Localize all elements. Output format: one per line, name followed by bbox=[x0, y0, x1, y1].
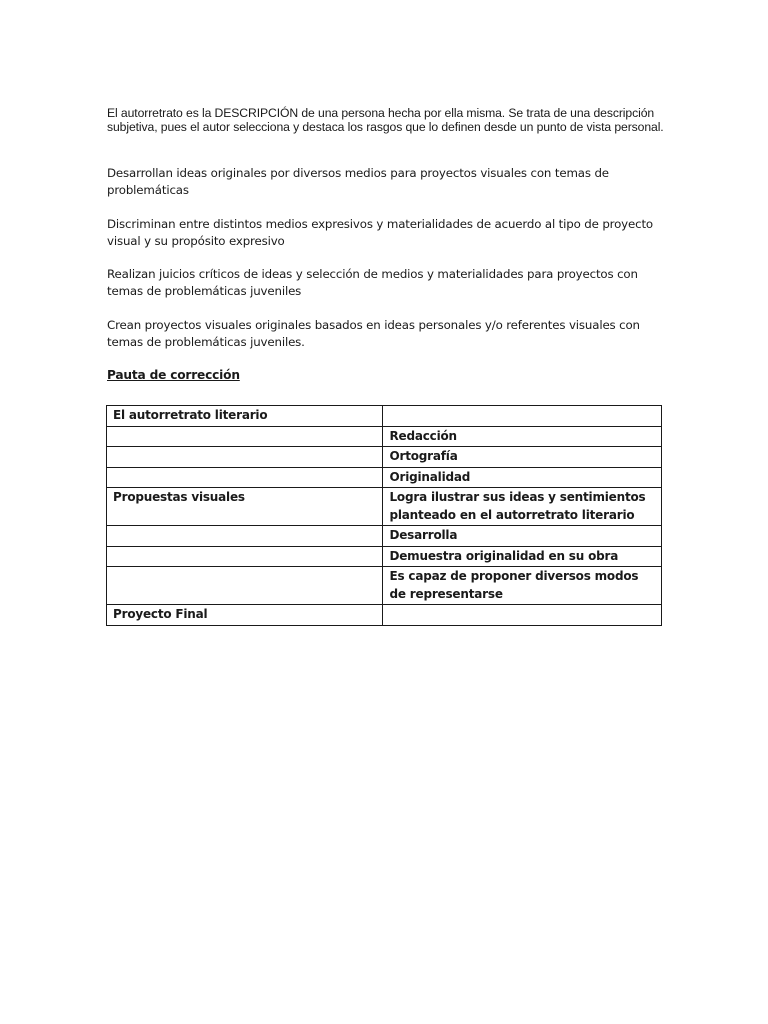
rubric-category-cell: Propuestas visuales bbox=[107, 488, 383, 526]
rubric-category-cell: El autorretrato literario bbox=[107, 406, 383, 427]
rubric-criterion-cell: Originalidad bbox=[383, 467, 662, 488]
table-row bbox=[107, 488, 662, 526]
objective-paragraph-4: Crean proyectos visuales originales basados en ideas personales y/o referentes visuales con temas de problemáticas juveniles. bbox=[107, 318, 640, 349]
rubric-category-cell: Proyecto Final bbox=[107, 605, 383, 626]
table-row bbox=[107, 526, 662, 547]
rubric-category-cell bbox=[107, 426, 383, 447]
objective-paragraph-1: Desarrollan ideas originales por diversos medios para proyectos visuales con temas de problemáticas bbox=[107, 166, 609, 197]
objective-paragraph-2: Discriminan entre distintos medios expresivos y materialidades de acuerdo al tipo de proyecto visual y su propósito expresivo bbox=[107, 217, 654, 248]
rubric-criterion-cell bbox=[383, 406, 662, 427]
table-row bbox=[107, 546, 662, 567]
table-row bbox=[107, 567, 662, 605]
table-row bbox=[107, 426, 662, 447]
objective-paragraph-3: Realizan juicios críticos de ideas y selección de medios y materialidades para proyectos con temas de problemáticas juveniles bbox=[107, 267, 638, 298]
rubric-category-cell bbox=[107, 526, 383, 547]
table-row bbox=[107, 605, 662, 626]
table-row bbox=[107, 406, 662, 427]
rubric-criterion-cell: Ortografía bbox=[383, 447, 662, 468]
rubric-category-cell bbox=[107, 567, 383, 605]
rubric-category-cell bbox=[107, 467, 383, 488]
rubric-criterion-cell: Demuestra originalidad en su obra bbox=[383, 546, 662, 567]
table-row bbox=[107, 467, 662, 488]
rubric-criterion-cell: Desarrolla bbox=[383, 526, 662, 547]
intro-paragraph: El autorretrato es la DESCRIPCIÓN de una persona hecha por ella misma. Se trata de una descripción subjetiva, pues el autor selecciona y destaca los rasgos que lo definen desde un punto de vista personal. bbox=[107, 106, 664, 135]
rubric-heading: Pauta de corrección bbox=[107, 368, 240, 382]
rubric-criterion-cell bbox=[383, 605, 662, 626]
rubric-category-cell bbox=[107, 546, 383, 567]
rubric-category-cell bbox=[107, 447, 383, 468]
rubric-criterion-cell: Redacción bbox=[383, 426, 662, 447]
rubric-criterion-cell: Logra ilustrar sus ideas y sentimientos planteado en el autorretrato literario bbox=[383, 488, 662, 526]
table-row bbox=[107, 447, 662, 468]
rubric-table bbox=[106, 405, 662, 626]
rubric-criterion-cell: Es capaz de proponer diversos modos de representarse bbox=[383, 567, 662, 605]
